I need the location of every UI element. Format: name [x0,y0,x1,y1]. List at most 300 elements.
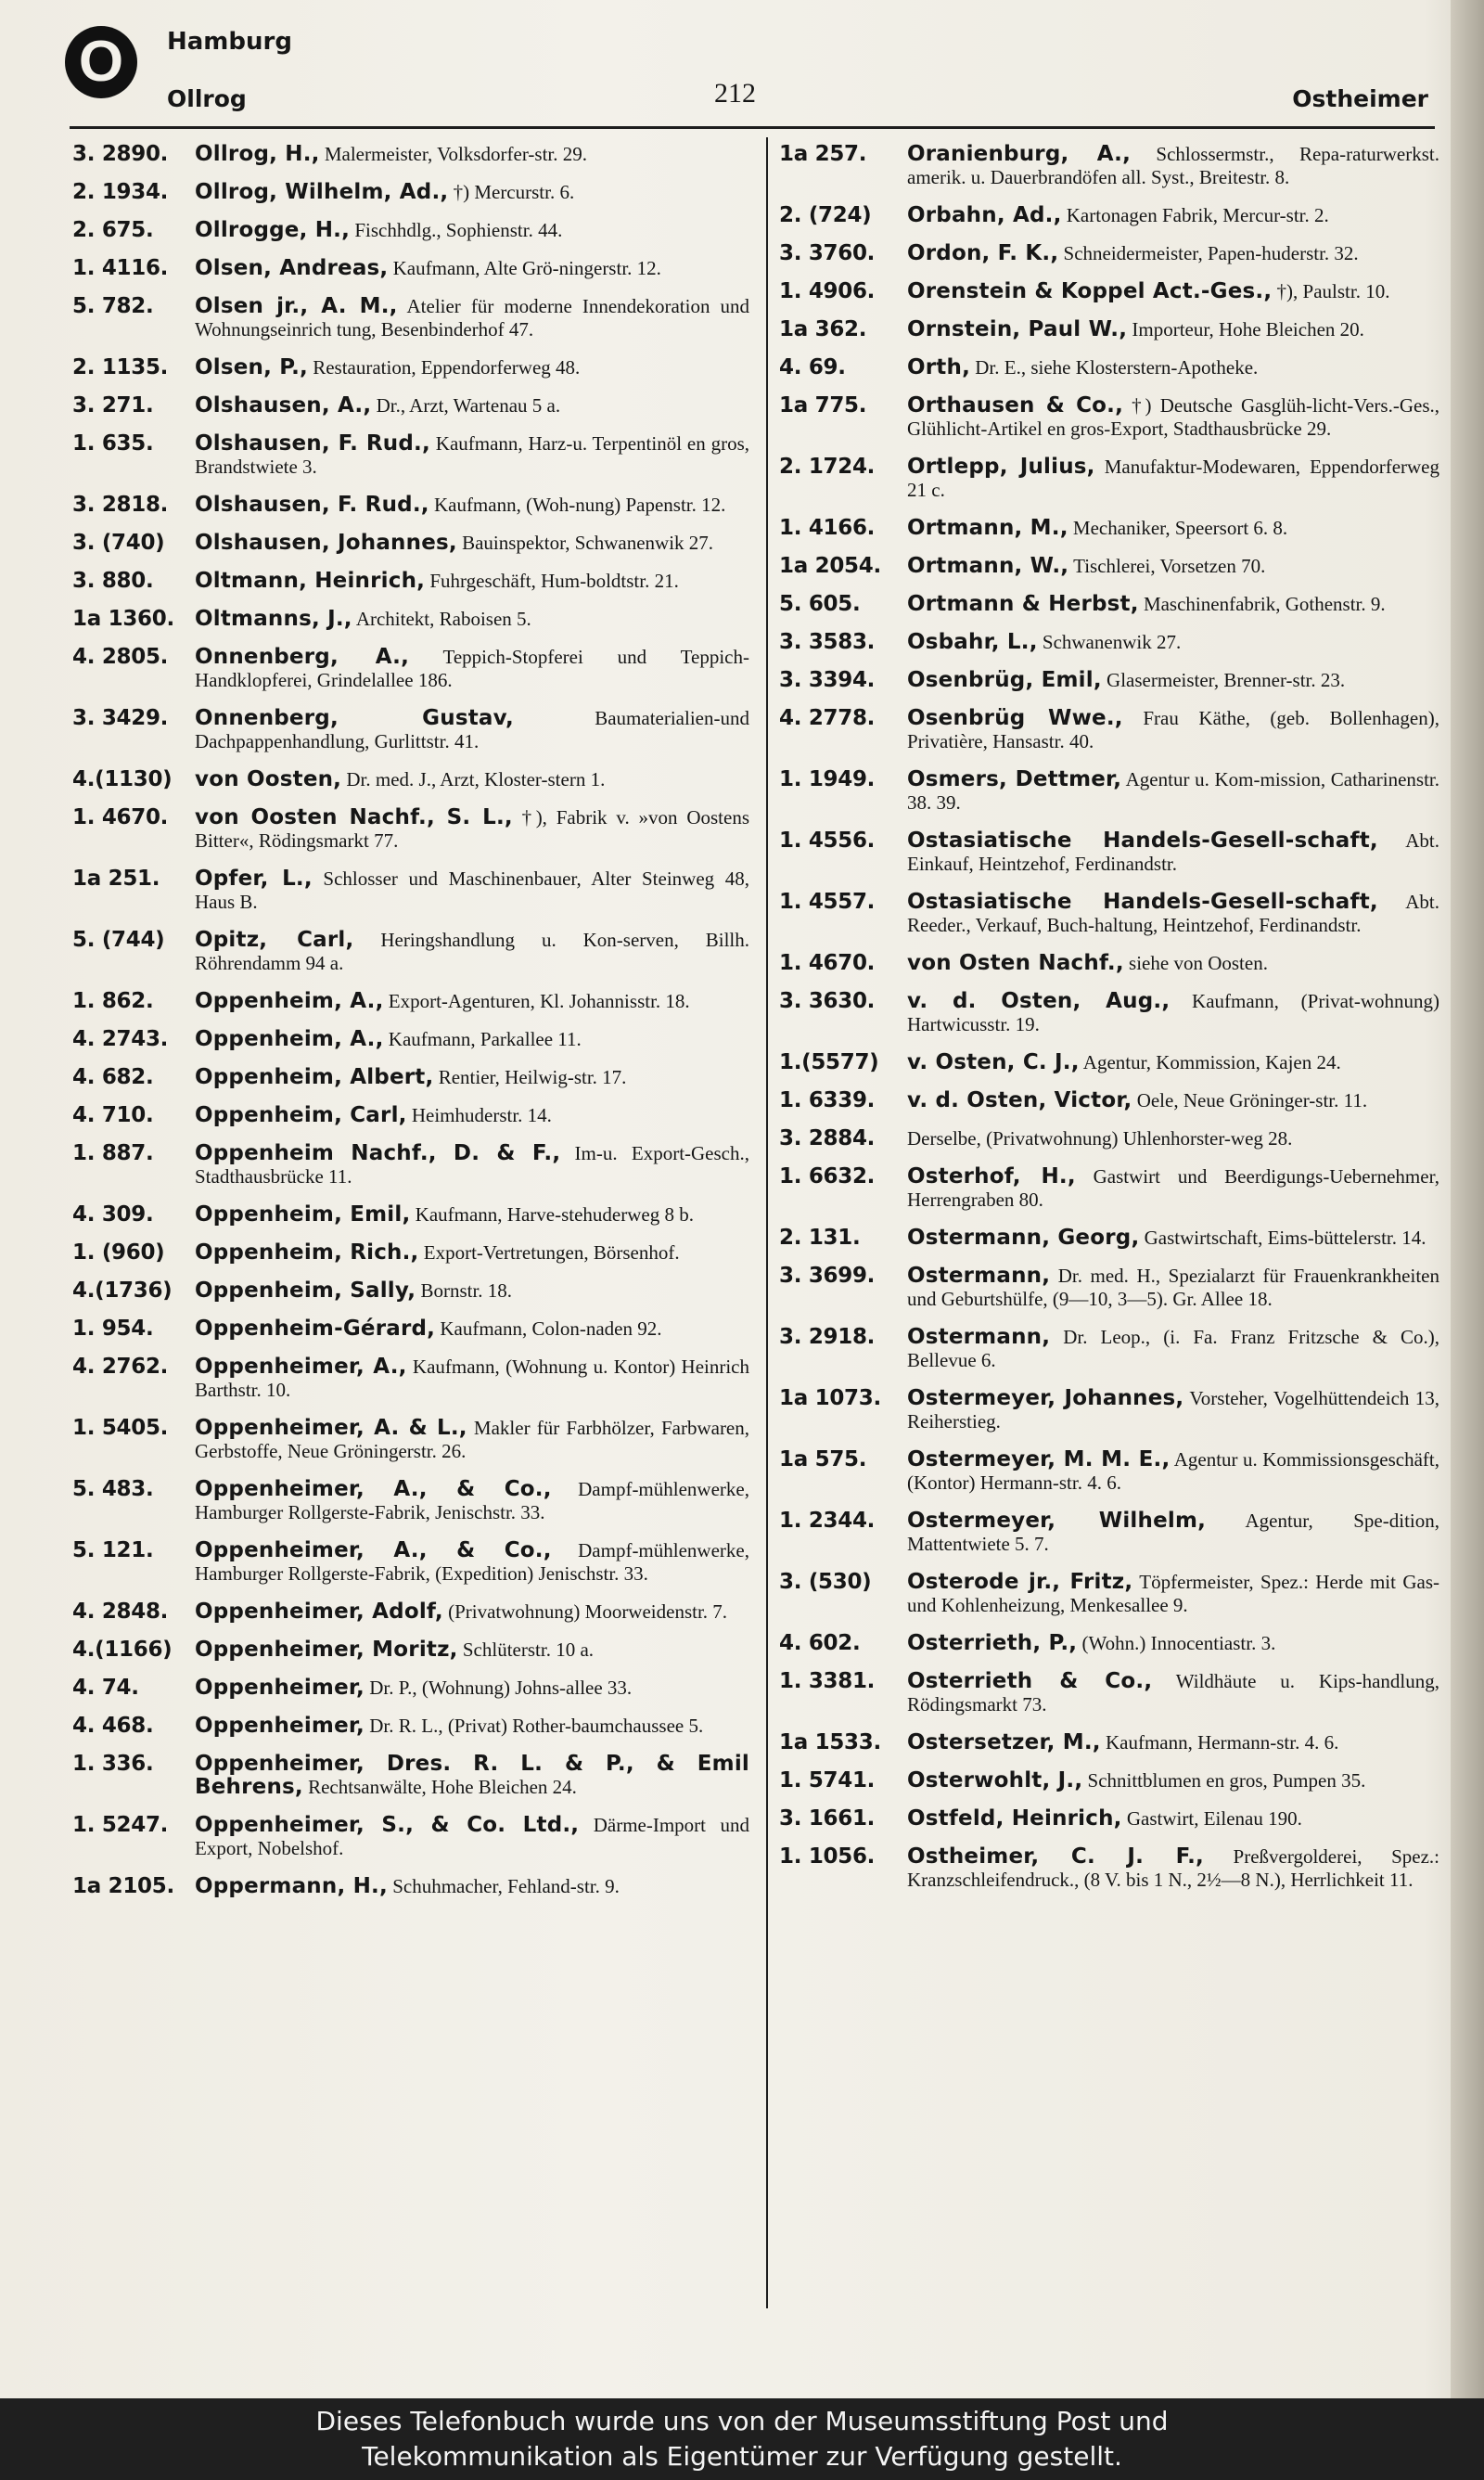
entry-text [907,768,1439,815]
entry-details: Gastwirt und Beerdigungs-Uebernehmer, Herrengraben 80. [907,1165,1439,1211]
entry-name: Oppermann, H., [195,1874,388,1898]
directory-entry [779,1089,1439,1112]
entry-details: (Wohn.) Innocentiastr. 3. [1077,1632,1276,1654]
entry-name: Ostermeyer, Johannes, [907,1386,1184,1410]
footer-banner [0,2398,1484,2480]
entry-text [195,1203,749,1227]
directory-entry [779,1165,1439,1212]
phone-number: 3. 880. [72,569,154,593]
phone-number: 1a 362. [779,317,867,341]
entry-text [195,1417,749,1463]
directory-entry [779,1571,1439,1617]
entry-details: Kaufmann, Hermann-str. 4. 6. [1100,1731,1339,1754]
directory-entry [72,1814,749,1860]
entry-details: Agentur u. Kom-mission, Catharinenstr. 38. 39. [907,768,1439,814]
entry-text [907,1670,1439,1716]
phone-number: 4. 309. [72,1202,154,1227]
entry-text [195,1753,749,1799]
phone-number: 4. 2805. [72,645,169,669]
entry-name: Ornstein, Paul W., [907,317,1128,341]
entry-name: Orenstein & Koppel Act.-Ges., [907,279,1273,303]
entry-text [907,1845,1439,1892]
entry-name: Oppenheim, Emil, [195,1202,411,1227]
entry-text [195,1478,749,1524]
directory-entry [72,1715,749,1738]
entry-text [907,891,1439,937]
entry-text [195,1814,749,1860]
entry-details: Kaufmann, Colon-naden 92. [435,1317,662,1340]
phone-number: 3. 271. [72,393,154,418]
directory-entry [779,1769,1439,1793]
entry-name: Oppenheim, A., [195,989,384,1013]
header-rule [70,126,1435,129]
phone-number: 1. 4670. [72,805,169,829]
entry-details: Schlosser und Maschinenbauer, Alter Steinweg 48, Haus B. [195,867,749,913]
entry-text [195,1317,749,1341]
entry-details: Teppich-Stopferei und Teppich-Handklopferei, Grindelallee 186. [195,646,749,691]
entry-name: v. Osten, C. J., [907,1050,1080,1074]
phone-number: 1a 1533. [779,1730,881,1754]
book-spine [1451,0,1484,2398]
entry-text [195,1104,749,1127]
entry-text [907,1807,1439,1831]
phone-number: 1. 1949. [779,767,876,791]
entry-details: Restauration, Eppendorferweg 48. [307,356,581,379]
entry-details: Heimhuderstr. 14. [406,1104,552,1126]
phone-number: 1a 2105. [72,1874,174,1898]
phone-number: 1. 5741. [779,1768,876,1793]
entry-details: Wildhäute u. Kips-handlung, Rödingsmarkt 73. [907,1670,1439,1715]
phone-number: 1. 4670. [779,951,876,975]
directory-entry [779,1510,1439,1556]
entry-details: Kaufmann, (Wohnung u. Kontor) Heinrich Barthstr. 10. [195,1356,749,1401]
entry-text [195,570,749,593]
entry-details: Gastwirt, Eilenau 190. [1121,1807,1302,1830]
phone-number: 4. 468. [72,1714,154,1738]
directory-entry [779,1448,1439,1495]
phone-number: 2. 1724. [779,455,876,479]
entry-details: Bornstr. 18. [416,1279,513,1302]
directory-entry [779,669,1439,692]
entry-details: Rentier, Heilwig-str. 17. [433,1066,627,1088]
entry-text [195,143,749,166]
entry-details: Kaufmann, Alte Grö-ningerstr. 12. [388,257,661,279]
directory-entry [779,242,1439,265]
entry-name: Oppenheim, A., [195,1027,384,1051]
phone-number: 1a 775. [779,393,867,418]
entry-text [907,1165,1439,1212]
directory-entry [72,532,749,555]
entry-details: †) Mercurstr. 6. [448,181,575,203]
entry-name: Osterrieth & Co., [907,1669,1153,1693]
entry-name: Osterhof, H., [907,1164,1076,1189]
entry-name: Oppenheimer, [195,1714,365,1738]
phone-number: 1. 6632. [779,1164,876,1189]
entry-name: Oppenheimer, Moritz, [195,1638,458,1662]
phone-number: 4. 682. [72,1065,154,1089]
page-number: 212 [714,78,756,109]
entry-details: Schneidermeister, Papen-huderstr. 32. [1058,242,1359,264]
phone-number: 4.(1166) [72,1638,173,1662]
entry-text [907,1632,1439,1655]
directory-entry [779,1127,1439,1150]
directory-entry [72,806,749,853]
entry-name: Oppenheimer, S., & Co. Ltd., [195,1813,580,1837]
directory-entry [72,1478,749,1524]
entry-name: v. d. Osten, Victor, [907,1088,1132,1112]
entry-name: Ortmann & Herbst, [907,592,1139,616]
entry-details: Schlüterstr. 10 a. [457,1638,595,1661]
entry-text [195,1715,749,1738]
entry-name: Oltmann, Heinrich, [195,569,426,593]
entry-details: Schuhmacher, Fehland-str. 9. [387,1875,620,1897]
entry-name: Osterrieth, P., [907,1631,1078,1655]
entry-text [195,990,749,1013]
directory-entry [72,1203,749,1227]
entry-details: Architekt, Raboisen 5. [352,608,531,630]
entry-details: Importeur, Hohe Bleichen 20. [1127,318,1364,341]
phone-number: 4. 2848. [72,1600,169,1624]
directory-entry [779,1051,1439,1074]
entry-details: Dr. E., siehe Klosterstern-Apotheke. [970,356,1259,379]
phone-number: 1a 1073. [779,1386,881,1410]
entry-details: Kaufmann, Parkallee 11. [383,1028,582,1050]
directory-entry [72,1417,749,1463]
directory-entry [779,1387,1439,1433]
phone-number: 3. 1661. [779,1806,876,1831]
directory-entry [779,990,1439,1036]
directory-entry [72,608,749,631]
entry-text [195,646,749,692]
entry-details: Kaufmann, Harz-u. Terpentinöl en gros, Brandstwiete 3. [195,432,749,478]
entry-text [907,242,1439,265]
phone-number: 3. 3583. [779,630,876,654]
directory-entry [779,1845,1439,1892]
phone-number: 1. 4906. [779,279,876,303]
phone-number: 1. 635. [72,431,154,456]
directory-entry [779,280,1439,303]
entry-text [907,1265,1439,1311]
entry-details: Kaufmann, (Privat-wohnung) Hartwicusstr. 19. [907,990,1439,1035]
phone-number: 1. 336. [72,1752,154,1776]
phone-number: 3. (530) [779,1570,872,1594]
left-column [72,143,749,1913]
phone-number: 1. 954. [72,1317,154,1341]
phone-number: 4. 2743. [72,1027,169,1051]
entry-details: Dampf-mühlenwerke, Hamburger Rollgerste-Fabrik, (Expedition) Jenischstr. 33. [195,1539,749,1585]
phone-number: 4. 2762. [72,1355,169,1379]
entry-name: Onnenberg, Gustav, [195,706,514,730]
directory-entry [72,1875,749,1898]
directory-entry [72,768,749,791]
directory-entry [72,257,749,280]
directory-entry [72,1066,749,1089]
entry-name: Olshausen, A., [195,393,372,418]
footer-line-1: Dieses Telefonbuch wurde uns von der Museumsstiftung Post und [315,2406,1169,2436]
directory-entry [779,707,1439,753]
directory-entry [779,1670,1439,1716]
phone-number: 5. 782. [72,294,154,318]
phone-number: 3. 2884. [779,1126,876,1150]
entry-name: Ollrog, Wilhelm, Ad., [195,180,449,204]
phone-number: 4. 602. [779,1631,861,1655]
entry-name: Ostermeyer, Wilhelm, [907,1509,1207,1533]
entry-details: Makler für Farbhölzer, Farbwaren, Gerbstoffe, Neue Gröningerstr. 26. [195,1417,750,1462]
entry-details: Manufaktur-Modewaren, Eppendorferweg 21 c. [907,456,1440,501]
directory-entry [779,1632,1439,1655]
entry-name: Olshausen, F. Rud., [195,493,429,517]
entry-text [907,280,1439,303]
phone-number: 4.(1130) [72,767,173,791]
entry-details: Gastwirtschaft, Eims-büttelerstr. 14. [1139,1227,1426,1249]
phone-number: 1a 2054. [779,554,881,578]
entry-text [907,669,1439,692]
directory-entry [779,394,1439,441]
entry-name: Olsen, Andreas, [195,256,389,280]
entry-text [195,1875,749,1898]
entry-details: Malermeister, Volksdorfer-str. 29. [319,143,588,165]
entry-details: Mechaniker, Speersort 6. 8. [1068,517,1288,539]
entry-name: Orth, [907,355,971,379]
entry-text [907,1326,1439,1372]
directory-entry [72,1279,749,1303]
entry-details: Glasermeister, Brenner-str. 23. [1101,669,1346,691]
directory-entry [72,1600,749,1624]
entry-name: Osbahr, L., [907,630,1038,654]
section-letter-badge: O [65,26,137,98]
footer-line-2: Telekommunikation als Eigentümer zur Verfügung gestellt. [362,2441,1122,2472]
entry-text [907,1387,1439,1433]
directory-entry [72,1104,749,1127]
entry-name: Oppenheimer, A. & L., [195,1416,467,1440]
entry-details: †) Deutsche Gasglüh-licht-Vers.-Ges., Glühlicht-Artikel en gros-Export, Stadthausbrücke 29. [907,394,1439,440]
entry-details: Dampf-mühlenwerke, Hamburger Rollgerste-Fabrik, Jenischstr. 33. [195,1478,749,1523]
directory-entry [779,1265,1439,1311]
entry-text [907,394,1439,441]
entry-text [195,494,749,517]
entry-text [907,990,1439,1036]
entry-details: Heringshandlung u. Kon-serven, Billh. Röhrendamm 94 a. [195,929,749,974]
entry-name: Olsen, P., [195,355,308,379]
entry-details: Kartonagen Fabrik, Mercur-str. 2. [1061,204,1329,226]
entry-text [195,1356,749,1402]
entry-details: Atelier für moderne Innendekoration und Wohnungseinrich tung, Besenbinderhof 47. [195,295,749,341]
phone-number: 1. 2344. [779,1509,876,1533]
directory-entry [72,356,749,379]
directory-entry [72,1317,749,1341]
entry-text [907,204,1439,227]
phone-number: 1a 257. [779,142,867,166]
directory-entry [72,1677,749,1700]
entry-name: Osenbrüg, Emil, [907,668,1102,692]
entry-text [195,1241,749,1265]
entry-name: Osterode jr., Fritz, [907,1570,1133,1594]
entry-text [907,318,1439,341]
entry-details: Kaufmann, (Woh-nung) Papenstr. 12. [429,494,726,516]
directory-entry [72,1539,749,1586]
entry-details: †), Fabrik v. »von Oostens Bitter«, Rödingsmarkt 77. [195,806,749,852]
entry-details: Dr. Leop., (i. Fa. Franz Fritzsche & Co.), Bellevue 6. [907,1326,1439,1371]
entry-text [195,432,749,479]
directory-entry [72,494,749,517]
phone-number: 4.(1736) [72,1279,173,1303]
phone-number: 3. 2890. [72,142,169,166]
entry-text [195,768,749,791]
entry-details: Bauinspektor, Schwanenwik 27. [456,532,714,554]
entry-name: Oppenheim-Gérard, [195,1317,436,1341]
entry-text [195,1539,749,1586]
entry-details: Export-Agenturen, Kl. Johannisstr. 18. [383,990,690,1012]
phone-number: 1. 1056. [779,1844,876,1869]
entry-text [907,456,1439,502]
directory-entry [72,929,749,975]
directory-entry [779,1326,1439,1372]
directory-entry [72,1142,749,1189]
directory-entry [72,707,749,753]
directory-entry [779,768,1439,815]
phone-number: 3. 3394. [779,668,876,692]
directory-entry [779,456,1439,502]
entry-name: Oppenheim, Carl, [195,1103,407,1127]
entry-name: von Oosten, [195,767,342,791]
phone-number: 1. 6339. [779,1088,876,1112]
entry-text [907,1448,1439,1495]
directory-entry [72,295,749,341]
directory-entry [779,143,1439,189]
entry-details: Agentur u. Kommissionsgeschäft, (Kontor) Hermann-str. 4. 6. [907,1448,1439,1494]
entry-details: Frau Käthe, (geb. Bollenhagen), Privatière, Hansastr. 40. [907,707,1439,752]
entry-details: Fischhdlg., Sophienstr. 44. [350,219,563,241]
directory-entry [72,432,749,479]
entry-name: Oppenheimer, Dres. R. L. & P., & Emil Behrens, [195,1752,749,1799]
directory-entry [779,204,1439,227]
directory-entry [779,1807,1439,1831]
entry-name: Oppenheim, Sally, [195,1279,416,1303]
entry-details: Preßvergolderei, Spez.: Kranzschleifendruck., (8 V. bis 1 N., 2½—8 N.), Herrlichkeit 11. [907,1845,1439,1891]
phone-number: 5. 121. [72,1538,154,1562]
entry-text [907,631,1439,654]
entry-text [195,608,749,631]
phone-number: 4. 710. [72,1103,154,1127]
entry-name: Olshausen, Johannes, [195,531,457,555]
entry-name: Ostermann, [907,1325,1051,1349]
phone-number: 1. 4556. [779,829,876,853]
entry-text [907,1571,1439,1617]
entry-text [907,1510,1439,1556]
entry-text [907,517,1439,540]
entry-details: Dr. med. J., Arzt, Kloster-stern 1. [341,768,606,790]
entry-text [907,1051,1439,1074]
phone-number: 1. 862. [72,989,154,1013]
entry-name: Ortmann, M., [907,516,1068,540]
entry-name: Onnenberg, A., [195,645,410,669]
entry-name: Osmers, Dettmer, [907,767,1122,791]
entry-details: Oele, Neue Gröninger-str. 11. [1132,1089,1368,1112]
phone-number: 1. 5405. [72,1416,169,1440]
entry-details: Fuhrgeschäft, Hum-boldtstr. 21. [425,570,679,592]
entry-text [195,394,749,418]
entry-details: Tischlerei, Vorsetzen 70. [1068,555,1266,577]
entry-name: Ostasiatische Handels-Gesell-schaft, [907,890,1378,914]
entry-details: Im-u. Export-Gesch., Stadthausbrücke 11. [195,1142,749,1188]
directory-entry [779,952,1439,975]
phone-number: 1. 4116. [72,256,169,280]
entry-name: Ollrogge, H., [195,218,351,242]
entry-text [195,1028,749,1051]
entry-text [907,143,1439,189]
directory-entry [779,517,1439,540]
entry-text [907,1731,1439,1754]
phone-number: 2. 1135. [72,355,169,379]
directory-entry [779,593,1439,616]
entry-details: Baumaterialien-und Dachpappenhandlung, Gurlittstr. 41. [195,707,749,752]
first-entry-heading: Ollrog [167,85,247,112]
phone-number: 2. 675. [72,218,154,242]
phone-number: 4. 2778. [779,706,876,730]
entry-text [195,1600,749,1624]
phone-number: 1.(5577) [779,1050,879,1074]
entry-name: Ortmann, W., [907,554,1069,578]
city-heading: Hamburg [167,28,292,56]
phone-number: 1. 3381. [779,1669,876,1693]
entry-text [195,1142,749,1189]
directory-entry [72,570,749,593]
entry-name: Ortlepp, Julius, [907,455,1095,479]
entry-details: Dr. R. L., (Privat) Rother-baumchaussee 5. [364,1715,704,1737]
phone-number: 3. 3699. [779,1264,876,1288]
entry-name: von Oosten Nachf., S. L., [195,805,513,829]
entry-text [195,867,749,914]
entry-name: Oppenheimer, A., & Co., [195,1477,552,1501]
entry-details: siehe von Oosten. [1123,952,1268,974]
entry-text [907,829,1439,876]
entry-name: Olsen jr., A. M., [195,294,398,318]
entry-name: Osenbrüg Wwe., [907,706,1123,730]
phone-number: 3. 2818. [72,493,169,517]
entry-details: Agentur, Spe-dition, Mattentwiete 5. 7. [907,1510,1439,1555]
entry-name: Oppenheim Nachf., D. & F., [195,1141,561,1165]
phone-number: 1. 887. [72,1141,154,1165]
phone-number: 1a 575. [779,1447,867,1471]
entry-name: Ordon, F. K., [907,241,1059,265]
directory-entry [72,394,749,418]
entry-text [195,806,749,853]
directory-entry [72,1638,749,1662]
entry-text [907,1127,1439,1150]
entry-text [907,1769,1439,1793]
phone-number: 5. (744) [72,928,165,952]
phone-number: 2. 131. [779,1226,861,1250]
entry-text [195,1677,749,1700]
entry-name: Oppenheim, Rich., [195,1240,419,1265]
entry-name: Opitz, Carl, [195,928,354,952]
phone-number: 3. 3630. [779,989,876,1013]
entry-name: v. d. Osten, Aug., [907,989,1171,1013]
entry-details: Töpfermeister, Spez.: Herde mit Gas- und Kohlenheizung, Menkesallee 9. [907,1571,1439,1616]
entry-name: Ostheimer, C. J. F., [907,1844,1204,1869]
phone-number: 5. 483. [72,1477,154,1501]
entry-details: Schlossermstr., Repa-raturwerkst. amerik. u. Dauerbrandöfen all. Syst., Breitestr. 8. [907,143,1439,188]
entry-text [195,1279,749,1303]
phone-number: 4. 69. [779,355,846,379]
directory-entry [779,1227,1439,1250]
phone-number: 3. 2918. [779,1325,876,1349]
phone-number: 1. 5247. [72,1813,169,1837]
directory-entry [72,990,749,1013]
phone-number: 1. (960) [72,1240,165,1265]
entry-details: Schnittblumen en gros, Pumpen 35. [1082,1769,1366,1792]
directory-entry [72,867,749,914]
